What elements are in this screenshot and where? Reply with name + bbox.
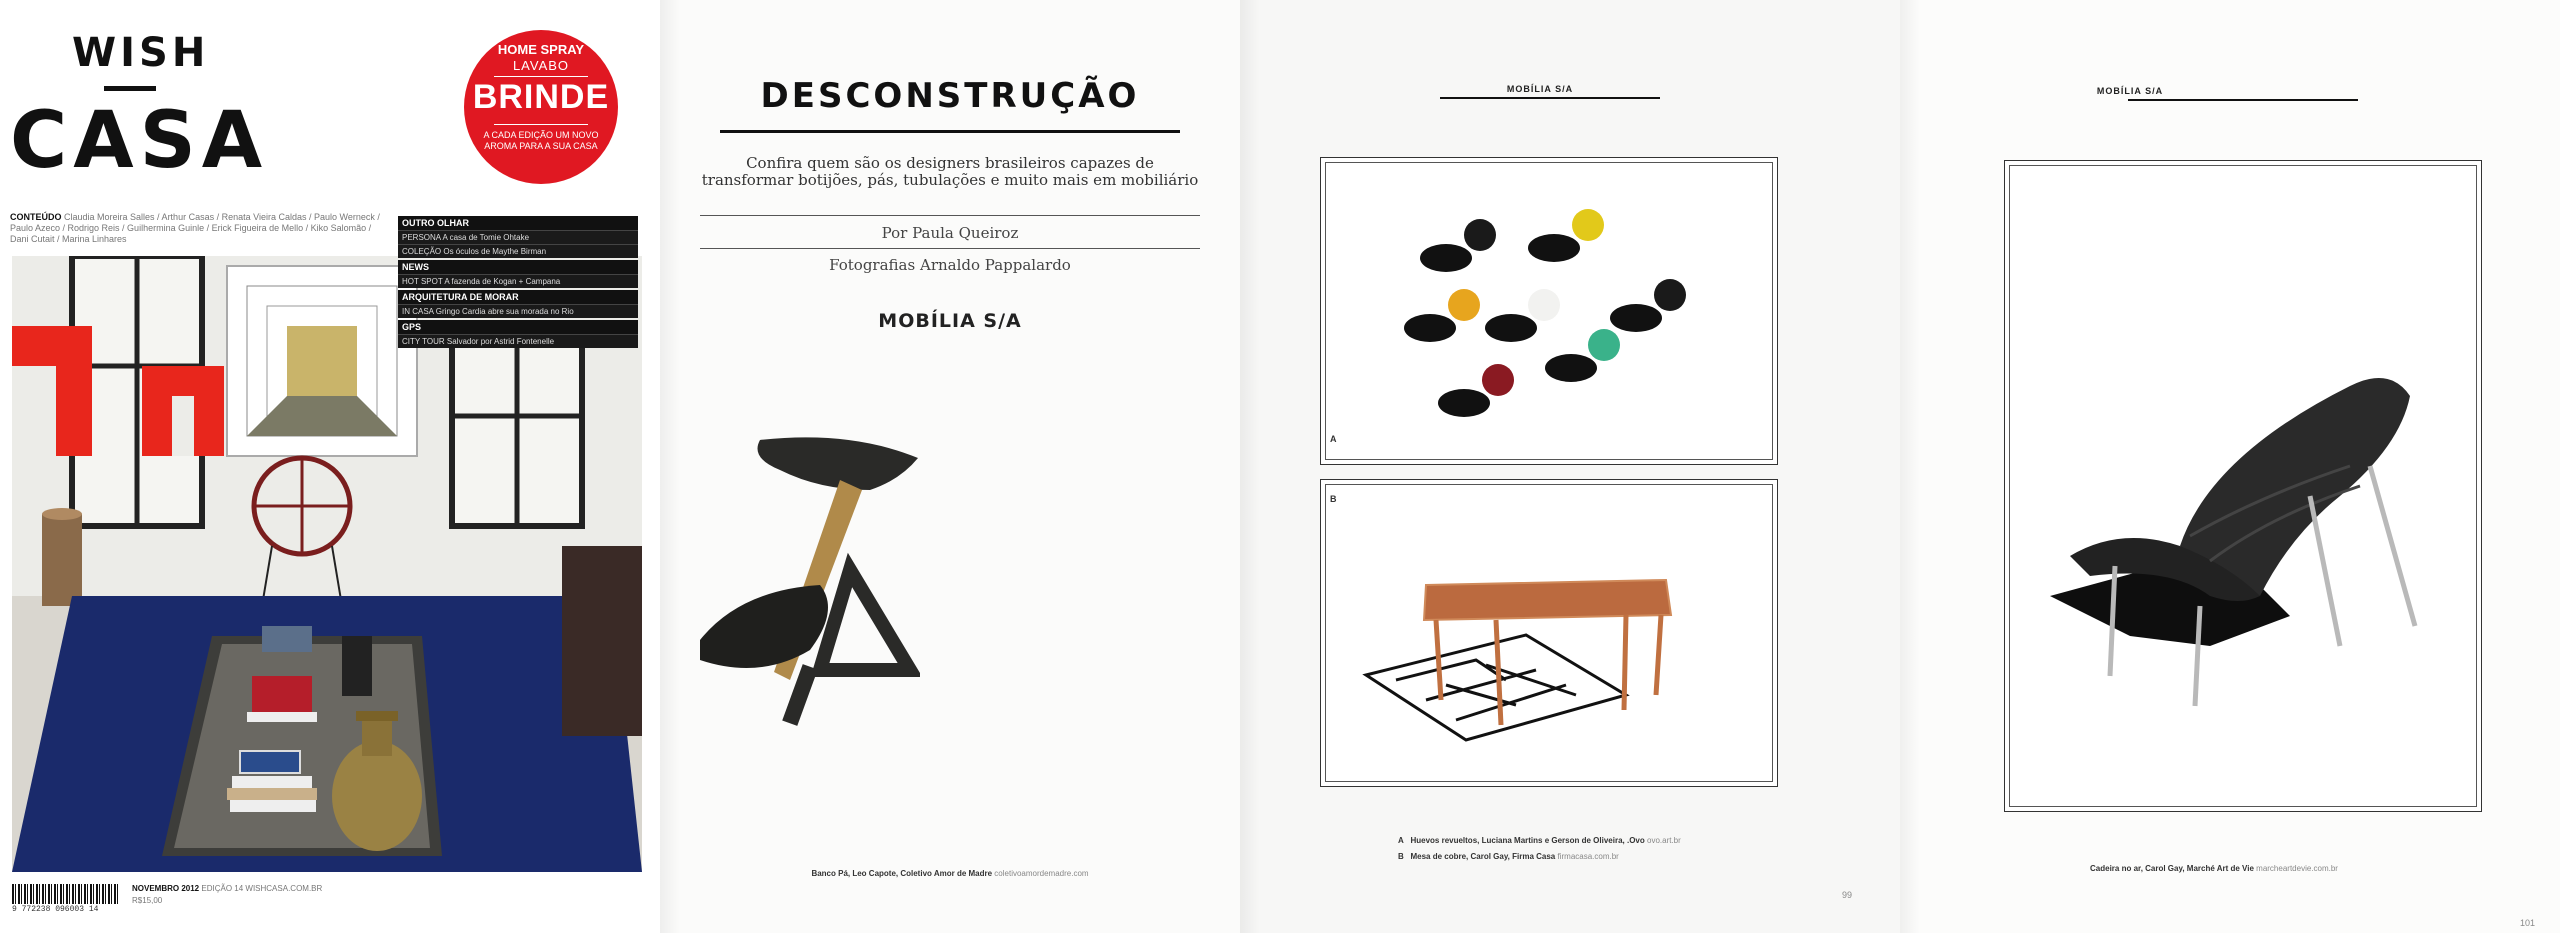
living-room-illustration bbox=[12, 256, 642, 872]
caption-a-text: Huevos revueltos, Luciana Martins e Gerson de Oliveira, .Ovo bbox=[1410, 836, 1645, 845]
title-rule bbox=[720, 130, 1180, 133]
toc-item: CITY TOUR Salvador por Astrid Fontenelle bbox=[398, 334, 638, 348]
caption-a bbox=[1398, 836, 1681, 845]
running-title: MOBÍLIA S/A bbox=[1506, 84, 1574, 94]
badge-rule bbox=[494, 76, 588, 77]
page-number: 101 bbox=[2520, 918, 2536, 928]
chair-frame bbox=[2004, 160, 2482, 812]
toc-item: IN CASA Gringo Cardia abre sua morada no Rio bbox=[398, 304, 638, 318]
furniture-page-101 bbox=[1900, 0, 2560, 933]
contents-text: Claudia Moreira Salles / Arthur Casas / Renata Vieira Caldas / Paulo Werneck / Paulo Azeco / Rodrigo Reis / Guilhermina Guinle / Erick Figueira de Mello / Kiko Salomão / Dani Cutait / Marina Linhares bbox=[10, 212, 380, 244]
stool-illustration bbox=[700, 410, 920, 740]
running-title-rule bbox=[1440, 97, 1660, 99]
byline-rule-top bbox=[700, 215, 1200, 216]
cover-logo-casa: CASA bbox=[10, 96, 269, 186]
stool-caption bbox=[660, 869, 1240, 878]
caption-a-url: ovo.art.br bbox=[1647, 836, 1681, 845]
barcode-number: 9 772238 096003 14 bbox=[12, 905, 99, 914]
contents-label: CONTEÚDO bbox=[10, 212, 62, 222]
egg-hooks-illustration bbox=[1326, 163, 1772, 459]
page-gutter bbox=[1240, 0, 1260, 933]
toc-section: GPS bbox=[398, 320, 638, 334]
cover-toc bbox=[398, 214, 638, 348]
furniture-page-99 bbox=[1240, 0, 1900, 933]
stool-caption-url: coletivoamordemadre.com bbox=[994, 869, 1089, 878]
plate-a-frame bbox=[1320, 157, 1778, 465]
page-gutter bbox=[660, 0, 680, 933]
chair-caption-text: Cadeira no ar, Carol Gay, Marché Art de Vie bbox=[2090, 864, 2254, 873]
plate-a-image bbox=[1325, 162, 1773, 460]
toc-section: ARQUITETURA DE MORAR bbox=[398, 290, 638, 304]
page-number: 99 bbox=[1842, 890, 1853, 900]
photo-credit-name: Arnaldo Pappalardo bbox=[919, 256, 1071, 274]
toc-item: HOT SPOT A fazenda de Kogan + Campana bbox=[398, 274, 638, 288]
cover-edition: EDIÇÃO 14 WISHCASA.COM.BR bbox=[201, 884, 323, 893]
cover-contents bbox=[10, 212, 390, 245]
cover-issue-info bbox=[132, 884, 322, 893]
photo-credit bbox=[660, 256, 1240, 274]
logo-divider bbox=[104, 86, 156, 91]
barcode-icon bbox=[12, 884, 118, 904]
article-opener-page bbox=[660, 0, 1240, 933]
badge-line-1: HOME SPRAY bbox=[497, 42, 585, 57]
cover-date: NOVEMBRO 2012 bbox=[132, 884, 200, 893]
toc-item: PERSONA A casa de Tomie Ohtake bbox=[398, 230, 638, 244]
article-byline bbox=[660, 224, 1240, 242]
caption-b bbox=[1398, 852, 1619, 861]
page-gutter bbox=[1900, 0, 1920, 933]
toc-item: COLEÇÃO Os óculos de Maythe Birman bbox=[398, 244, 638, 258]
cover-logo-wish: WISH bbox=[72, 30, 210, 76]
section-title: MOBÍLIA S/A bbox=[878, 310, 1022, 332]
chair-caption-url: marcheartdevie.com.br bbox=[2256, 864, 2338, 873]
caption-a-letter: A bbox=[1398, 836, 1404, 845]
badge-line-3: A CADA EDIÇÃO UM NOVO AROMA PARA A SUA CASA bbox=[483, 130, 599, 151]
running-title-rule bbox=[2128, 99, 2358, 101]
chair-image bbox=[2009, 165, 2477, 807]
caption-b-url: firmacasa.com.br bbox=[1557, 852, 1619, 861]
byline-rule-bottom bbox=[700, 248, 1200, 249]
caption-b-text: Mesa de cobre, Carol Gay, Firma Casa bbox=[1410, 852, 1556, 861]
article-title: DESCONSTRUÇÃO bbox=[760, 76, 1140, 116]
chair-illustration bbox=[2010, 166, 2476, 806]
article-standfirst: Confira quem são os designers brasileiros capazes de transformar botijões, pás, tubulações e muito mais em mobiliário bbox=[701, 154, 1199, 189]
cover-price: R$15,00 bbox=[132, 896, 163, 905]
cover-photo bbox=[12, 256, 642, 872]
gift-badge bbox=[464, 30, 618, 184]
plate-b-frame bbox=[1320, 479, 1778, 787]
caption-b-letter: B bbox=[1398, 852, 1404, 861]
running-title: MOBÍLIA S/A bbox=[2096, 86, 2164, 96]
copper-table-illustration bbox=[1326, 485, 1772, 781]
badge-brinde: BRINDE bbox=[472, 78, 610, 116]
plate-b-image bbox=[1325, 484, 1773, 782]
byline-name: Paula Queiroz bbox=[912, 224, 1019, 242]
plate-a-label: A bbox=[1330, 434, 1337, 444]
plate-b-label: B bbox=[1330, 494, 1337, 504]
stool-caption-text: Banco Pá, Leo Capote, Coletivo Amor de Madre bbox=[811, 869, 993, 878]
photo-credit-prefix: Fotografias bbox=[829, 256, 916, 274]
toc-section: OUTRO OLHAR bbox=[398, 216, 638, 230]
toc-section: NEWS bbox=[398, 260, 638, 274]
badge-line-2: LAVABO bbox=[512, 58, 570, 73]
magazine-cover bbox=[0, 0, 660, 933]
badge-rule bbox=[494, 124, 588, 125]
byline-prefix: Por bbox=[881, 224, 908, 242]
chair-caption bbox=[2090, 864, 2338, 873]
